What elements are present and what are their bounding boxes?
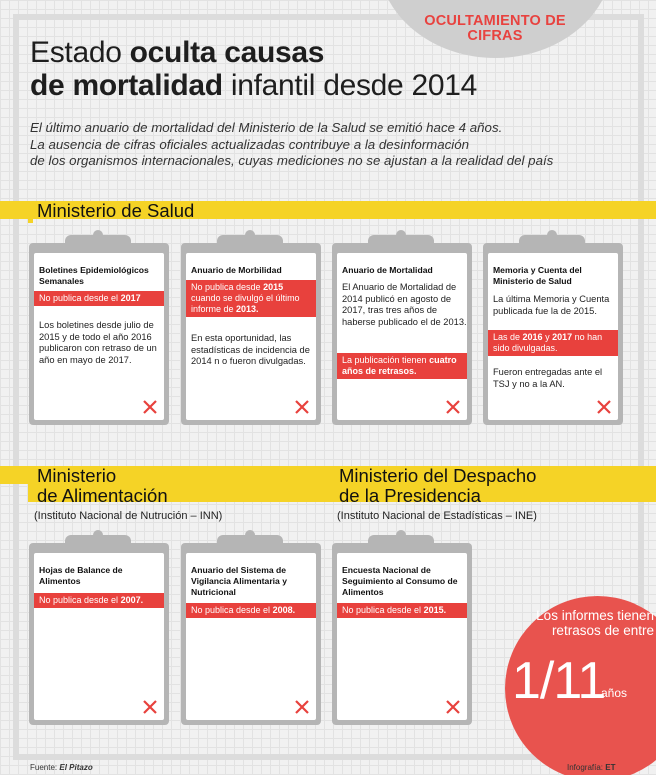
subtitle-line: La ausencia de cifras oficiales actualizadas contribuye a la desinformación <box>30 136 470 152</box>
x-mark-icon <box>294 699 310 715</box>
card-morbilidad <box>181 243 321 425</box>
card-mortalidad <box>332 243 472 425</box>
card-boletines <box>29 243 169 425</box>
clipboard-clip-icon <box>368 235 434 251</box>
callout-year: 2013. <box>236 304 259 314</box>
title-part-bold: oculta causas <box>129 36 325 69</box>
x-mark-icon <box>294 399 310 415</box>
callout-text: No publica desde <box>191 282 264 292</box>
callout-bold: cuatro años de retrasos. <box>342 355 457 376</box>
card-text: Los boletines desde julio de 2015 y de todo el año 2016 publicaron con retraso de un año en mayo de 2017. <box>39 320 157 365</box>
clipboard-clip-icon <box>368 535 434 551</box>
title-part: infantil desde 2014 <box>222 69 478 102</box>
red-callout <box>34 291 164 306</box>
callout-text: no han sido divulgadas. <box>493 332 603 353</box>
title-part: Estado <box>30 36 130 69</box>
title-part-bold: de mortalidad <box>30 69 223 102</box>
stat-caption: Los informes tienen retrasos de entre <box>536 608 654 638</box>
card-title: Anuario de Morbilidad <box>191 265 282 275</box>
subtitle <box>30 120 650 170</box>
section-subtitle-presidencia: (Instituto Nacional de Estadísticas – INE) <box>337 510 537 522</box>
section-notch <box>28 201 33 223</box>
footer-label: Infografía: <box>567 763 606 772</box>
section-title-alimentacion <box>37 466 168 506</box>
red-callout <box>186 280 316 317</box>
card-title: Memoria y Cuenta del Ministerio de Salud <box>493 265 582 286</box>
section-title-line: de la Presidencia <box>339 485 481 506</box>
card-title: Boletines Epidemiológicos Semanales <box>39 265 149 286</box>
card-title: Encuesta Nacional de Seguimiento al Consumo de Alimentos <box>342 565 458 597</box>
x-mark-icon <box>445 399 461 415</box>
callout-year: 2007. <box>120 595 144 605</box>
callout-text: No publica desde el <box>39 595 121 605</box>
x-mark-icon <box>596 399 612 415</box>
x-mark-icon <box>445 699 461 715</box>
section-subtitle-alimentacion: (Instituto Nacional de Nutrución – INN) <box>34 510 223 522</box>
x-mark-icon <box>142 699 158 715</box>
section-title-salud: Ministerio de Salud <box>37 200 195 221</box>
clipboard-clip-icon <box>217 235 283 251</box>
card-text: El Anuario de Mortalidad de 2014 publicó en agosto de 2017, tras tres años de haberse publicado el de 2013. <box>342 282 467 327</box>
callout-year: 2015 <box>263 282 284 292</box>
card-title: Anuario del Sistema de Vigilancia Alimentaria y Nutricional <box>191 565 288 597</box>
subtitle-line: El último anuario de mortalidad del Ministerio de la Salud se emitió hace 4 años. <box>30 120 503 135</box>
red-callout <box>488 330 618 356</box>
stat-unit: años <box>601 686 628 700</box>
clipboard-clip-icon <box>217 535 283 551</box>
callout-text: No publica desde el <box>342 605 424 615</box>
footer-credit-name: ET <box>605 763 616 772</box>
card-hojas <box>29 543 169 725</box>
card-vigilancia <box>181 543 321 725</box>
card-text: La última Memoria y Cuenta publicada fue la de 2015. <box>493 294 610 316</box>
footer-source <box>30 763 93 772</box>
card-title: Anuario de Mortalidad <box>342 265 433 275</box>
card-text: En esta oportunidad, las estadísticas de incidencia de 2014 n o fueron divulgadas. <box>191 333 310 366</box>
callout-text: La publicación tienen <box>342 355 430 365</box>
footer-label: Fuente: <box>30 763 60 772</box>
red-callout <box>337 603 467 618</box>
x-mark-icon <box>142 399 158 415</box>
page-title <box>30 36 477 102</box>
subtitle-line: de los organismos internacionales, cuyas mediciones no se ajustan a la realidad del país <box>30 153 554 168</box>
red-callout <box>337 353 467 379</box>
section-title-line: Ministerio del Despacho <box>339 465 537 486</box>
card-memoria <box>483 243 623 425</box>
badge-label: OCULTAMIENTO DE CIFRAS <box>424 13 566 44</box>
card-title: Hojas de Balance de Alimentos <box>39 565 123 586</box>
callout-year: 2016 <box>522 332 543 342</box>
card-encuesta <box>332 543 472 725</box>
clipboard-clip-icon <box>65 535 131 551</box>
section-title-presidencia <box>339 466 536 506</box>
callout-text: Las de <box>493 332 523 342</box>
red-callout <box>34 593 164 608</box>
callout-text: No publica desde el <box>191 605 273 615</box>
footer-source-name: El Pitazo <box>59 763 93 772</box>
callout-year: 2017 <box>552 332 573 342</box>
section-title-line: Ministerio <box>37 465 117 486</box>
callout-year: 2015. <box>423 605 447 615</box>
callout-text: No publica desde el <box>39 293 121 303</box>
callout-text: cuando se divulgó el último informe de <box>191 293 300 314</box>
red-callout <box>186 603 316 618</box>
callout-year: 2008. <box>272 605 296 615</box>
section-title-line: de Alimentación <box>37 485 168 506</box>
callout-year: 2017 <box>120 293 141 303</box>
footer-credit <box>567 763 615 772</box>
card-text: Fueron entregadas ante el TSJ y no a la AN. <box>493 367 603 389</box>
clipboard-clip-icon <box>519 235 585 251</box>
callout-text: y <box>542 332 553 342</box>
stat-value: 1/11 <box>512 652 606 710</box>
clipboard-clip-icon <box>65 235 131 251</box>
